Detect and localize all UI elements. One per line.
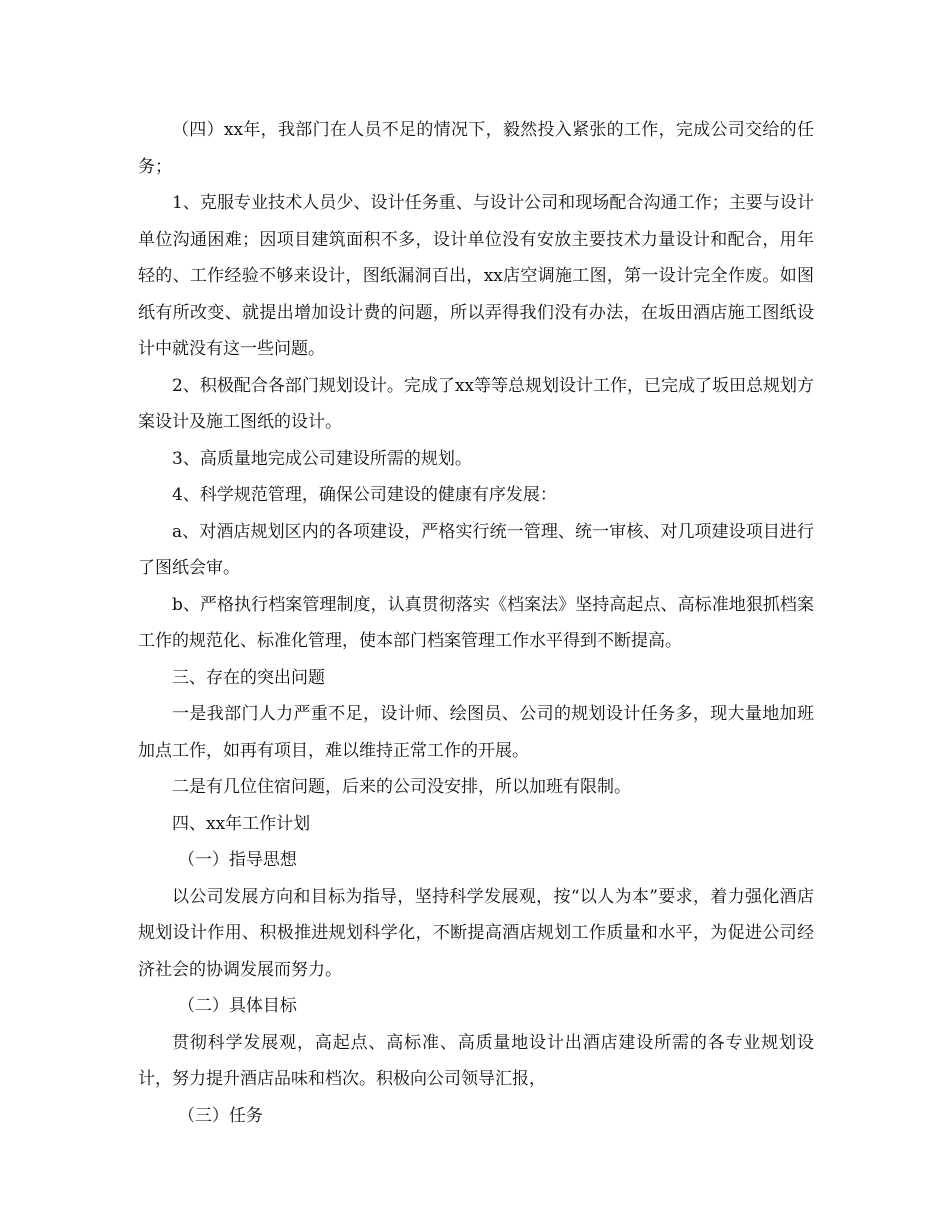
- paragraph-item-a: a、对酒店规划区内的各项建设，严格实行统一管理、统一审核、对几项建设项目进行了图纸会审。: [138, 521, 814, 578]
- paragraph-section-four-summary: （四）xx年，我部门在人员不足的情况下，毅然投入紧张的工作，完成公司交给的任务；: [138, 120, 814, 177]
- paragraph-problem-2: 二是有几位住宿问题，后来的公司没安排，所以加班有限制。: [172, 777, 631, 797]
- heading-work-plan: 四、xx年工作计划: [172, 813, 311, 834]
- paragraph-item-1: 1、克服专业技术人员少、设计任务重、与设计公司和现场配合沟通工作；主要与设计单位沟通困难；因项目建筑面积不多，设计单位没有安放主要技术力量设计和配合，用年轻的、工作经验不够来设计，图纸漏洞百出，xx店空调施工图，第一设计完全作废。如图纸有所改变、就提出增加设计费的问题，所以弄得我们没有办法，在坂田酒店施工图纸设计中就没有这一些问题。: [138, 193, 814, 359]
- paragraph-item-2: 2、积极配合各部门规划设计。完成了xx等等总规划设计工作，已完成了坂田总规划方案设计及施工图纸的设计。: [138, 375, 814, 432]
- paragraph-specific-goals: 贯彻科学发展观，高起点、高标准、高质量地设计出酒店建设所需的各专业规划设计，努力提升酒店品味和档次。积极向公司领导汇报，: [138, 1032, 814, 1089]
- heading-problems: 三、存在的突出问题: [172, 667, 325, 688]
- paragraph-problem-1: 一是我部门人力严重不足，设计师、绘图员、公司的规划设计任务多，现大量地加班加点工作，如再有项目，难以维持正常工作的开展。: [138, 704, 814, 761]
- subheading-tasks: （三）任务: [177, 1105, 263, 1126]
- paragraph-guiding-ideology: 以公司发展方向和目标为指导，坚持科学发展观，按“以人为本”要求，着力强化酒店规划设计作用、积极推进规划科学化，不断提高酒店规划工作质量和水平，为促进公司经济社会的协调发展而努力。: [138, 886, 814, 980]
- document-page: [138, 112, 814, 1134]
- paragraph-item-b: b、严格执行档案管理制度，认真贯彻落实《档案法》坚持高起点、高标准地狠抓档案工作的规范化、标准化管理，使本部门档案管理工作水平得到不断提高。: [138, 594, 814, 651]
- subheading-guiding-ideology: （一）指导思想: [177, 850, 297, 870]
- paragraph-item-4: 4、科学规范管理，确保公司建设的健康有序发展：: [172, 485, 557, 505]
- paragraph-item-3: 3、高质量地完成公司建设所需的规划。: [172, 448, 472, 469]
- subheading-specific-goals: （二）具体目标: [177, 996, 297, 1016]
